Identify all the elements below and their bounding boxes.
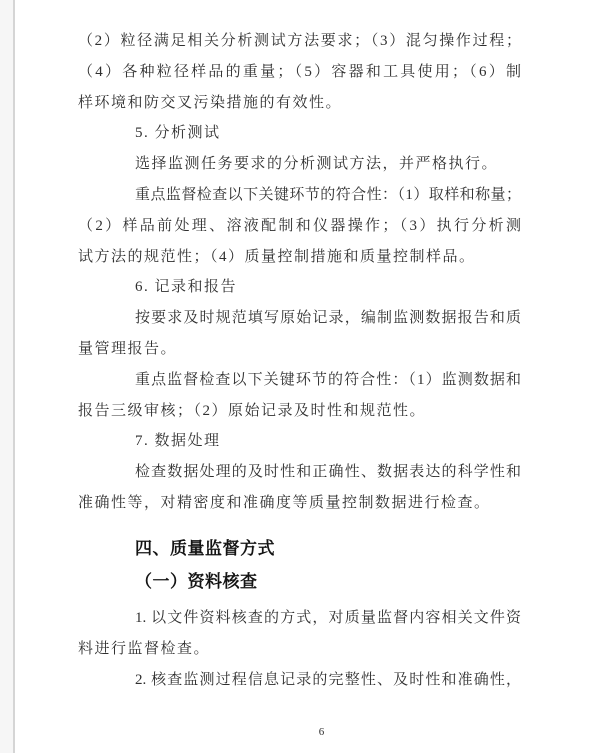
text-line: 2. 核查监测过程信息记录的完整性、及时性和准确性， [135, 671, 521, 688]
text-line: 重点监督检查以下关键环节的符合性：（1）取样和称量； [135, 186, 521, 203]
text-line: 量管理报告。 [78, 340, 178, 357]
text-line: 料进行监督检查。 [78, 641, 211, 658]
text-line: 样环境和防交叉污染措施的有效性。 [78, 94, 343, 111]
paragraph [78, 118, 521, 149]
text-line: 6. 记录和报告 [135, 279, 238, 296]
paragraph [78, 665, 521, 696]
document-body [78, 26, 521, 696]
text-line: 检查数据处理的及时性和正确性、数据表达的科学性和 [135, 464, 521, 481]
text-line: 选择监测任务要求的分析测试方法，并严格执行。 [135, 156, 499, 173]
text-line: 报告三级审核；（2）原始记录及时性和规范性。 [78, 402, 427, 419]
text-line: 重点监督检查以下关键环节的符合性：（1）监测数据和 [135, 371, 521, 388]
text-line: 7. 数据处理 [135, 433, 221, 450]
text-line: 1. 以文件资料核查的方式，对质量监督内容相关文件资 [135, 610, 521, 627]
paragraph [78, 303, 521, 365]
heading-line: （一）资料核查 [135, 571, 258, 591]
paragraph [78, 272, 521, 303]
paragraph [78, 426, 521, 457]
paragraph [78, 149, 521, 180]
text-line: 试方法的规范性；（4）质量控制措施和质量控制样品。 [78, 248, 476, 265]
paragraph [78, 603, 521, 665]
page-number: 6 [318, 726, 325, 738]
page-edge-band [0, 0, 15, 753]
text-line: 5. 分析测试 [135, 125, 221, 142]
paragraph [78, 457, 521, 519]
text-line: （2）粒径满足相关分析测试方法要求；（3）混匀操作过程； [78, 33, 521, 49]
heading-line: 四、质量监督方式 [135, 538, 275, 558]
text-line: （2）样品前处理、溶液配制和仪器操作；（3）执行分析测 [78, 217, 521, 234]
paragraph [78, 26, 521, 118]
section-heading [78, 534, 521, 565]
paragraph [78, 180, 521, 272]
text-line: （4）各种粒径样品的重量；（5）容器和工具使用；（6）制 [78, 63, 521, 80]
text-line: 按要求及时规范填写原始记录，编制监测数据报告和质 [135, 310, 521, 327]
text-line: 准确性等，对精密度和准确度等质量控制数据进行检查。 [78, 494, 491, 511]
section-heading [78, 567, 521, 598]
paragraph [78, 365, 521, 427]
